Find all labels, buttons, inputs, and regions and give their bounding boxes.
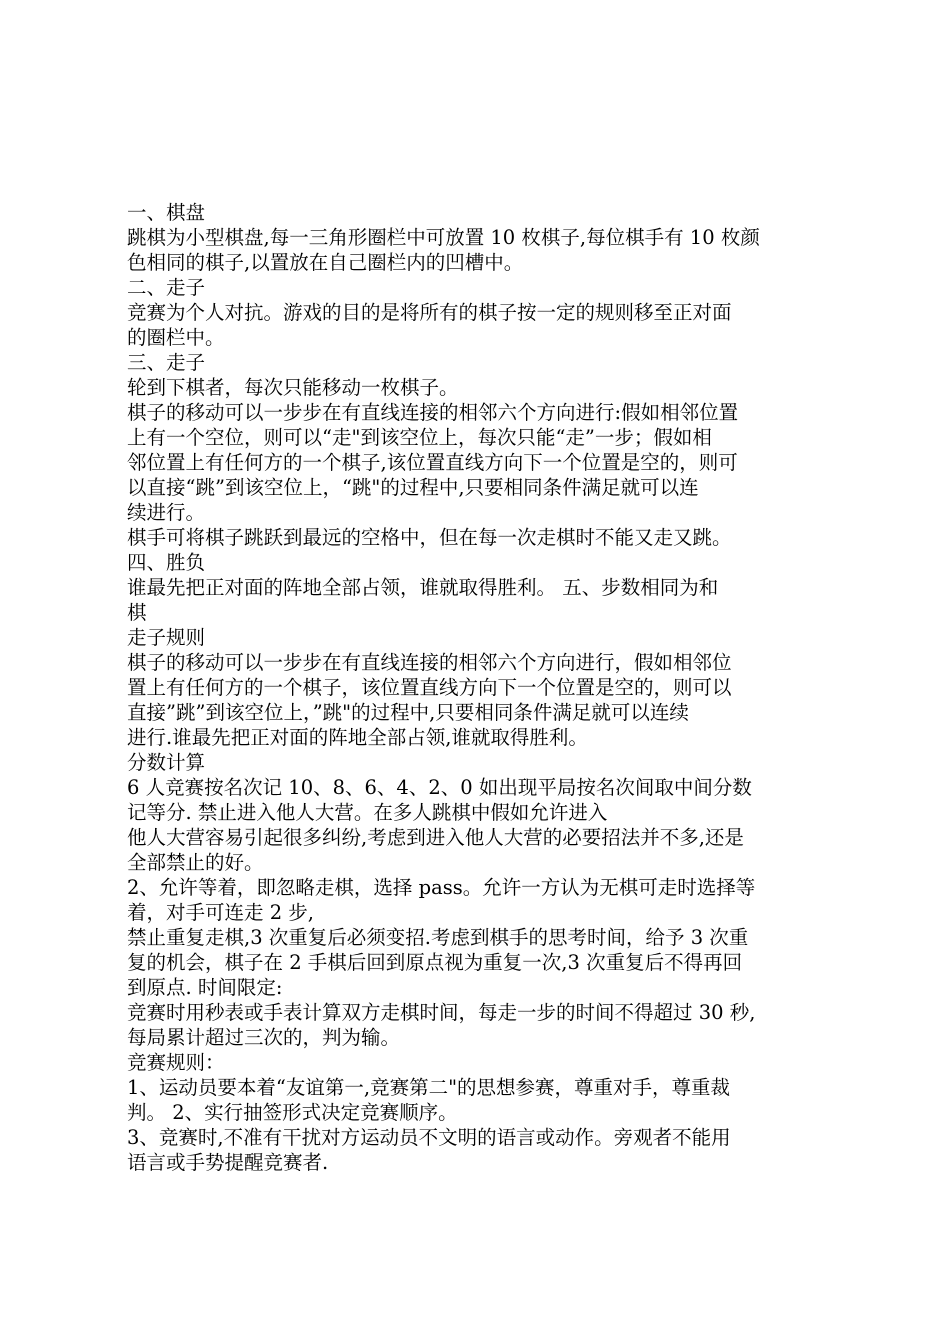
heading-moving-2: 三、走子 [127,351,206,374]
paragraph-line: 续进行。 [127,501,206,524]
paragraph-line: 棋子的移动可以一步步在有直线连接的相邻六个方向进行:假如相邻位置 [127,401,739,424]
heading-competition-rules: 竞赛规则： [127,1051,225,1074]
paragraph-line: 棋 [127,601,147,624]
heading-move-rules: 走子规则 [127,626,206,649]
paragraph-line: 复的机会，棋子在 2 手棋后回到原点视为重复一次,3 次重复后不得再回 [127,951,743,974]
heading-chessboard: 一、棋盘 [127,201,206,224]
paragraph-line: 跳棋为小型棋盘,每一三角形圈栏中可放置 10 枚棋子,每位棋手有 10 枚颜 [127,226,760,249]
paragraph-line: 着，对手可连走 2 步, [127,901,315,924]
paragraph-line: 他人大营容易引起很多纠纷,考虑到进入他人大营的必要招法并不多,还是 [127,826,744,849]
paragraph-line: 每局累计超过三次的，判为输。 [127,1026,401,1049]
paragraph-line: 到原点. 时间限定: [127,976,283,999]
paragraph-line: 置上有任何方的一个棋子，该位置直线方向下一个位置是空的，则可以 [127,676,732,699]
paragraph-line: 竞赛为个人对抗。游戏的目的是将所有的棋子按一定的规则移至正对面 [127,301,732,324]
paragraph-line: 棋子的移动可以一步步在有直线连接的相邻六个方向进行，假如相邻位 [127,651,732,674]
document-body [127,200,835,1175]
paragraph-line: 记等分. 禁止进入他人大营。在多人跳棋中假如允许进入 [127,801,608,824]
paragraph-line: 2、允许等着，即忽略走棋，选择 pass。允许一方认为无棋可走时选择等 [127,876,756,899]
paragraph-line: 判。 2、实行抽签形式决定竞赛顺序。 [127,1101,458,1124]
paragraph-line: 进行.谁最先把正对面的阵地全部占领,谁就取得胜利。 [127,726,588,749]
paragraph-line: 谁最先把正对面的阵地全部占领，谁就取得胜利。 五、步数相同为和 [127,576,719,599]
paragraph-line: 棋手可将棋子跳跃到最远的空格中，但在每一次走棋时不能又走又跳。 [127,526,732,549]
paragraph-line: 直接”跳”到该空位上，”跳"的过程中,只要相同条件满足就可以连续 [127,701,689,724]
paragraph-line: 轮到下棋者，每次只能移动一枚棋子。 [127,376,459,399]
paragraph-line: 1、运动员要本着“友谊第一,竞赛第二"的思想参赛，尊重对手，尊重裁 [127,1076,731,1099]
paragraph-line: 全部禁止的好。 [127,851,264,874]
paragraph-line: 禁止重复走棋,3 次重复后必须变招.考虑到棋手的思考时间，给予 3 次重 [127,926,749,949]
paragraph-line: 以直接“跳”到该空位上，“跳"的过程中,只要相同条件满足就可以连 [127,476,699,499]
paragraph-line: 6 人竞赛按名次记 10、8、6、4、2、0 如出现平局按名次间取中间分数 [127,776,752,799]
heading-moving: 二、走子 [127,276,206,299]
paragraph-line: 上有一个空位，则可以“走"到该空位上，每次只能“走”一步；假如相 [127,426,712,449]
heading-victory: 四、胜负 [127,551,206,574]
paragraph-line: 邻位置上有任何方的一个棋子,该位置直线方向下一个位置是空的，则可 [127,451,738,474]
paragraph-line: 竞赛时用秒表或手表计算双方走棋时间，每走一步的时间不得超过 30 秒, [127,1001,756,1024]
paragraph-line: 色相同的棋子,以置放在自己圈栏内的凹槽中。 [127,251,524,274]
paragraph-line: 的圈栏中。 [127,326,225,349]
paragraph-line: 语言或手势提醒竞赛者. [127,1151,329,1174]
heading-scoring: 分数计算 [127,751,206,774]
paragraph-line: 3、竞赛时,不准有干扰对方运动员不文明的语言或动作。旁观者不能用 [127,1126,731,1149]
